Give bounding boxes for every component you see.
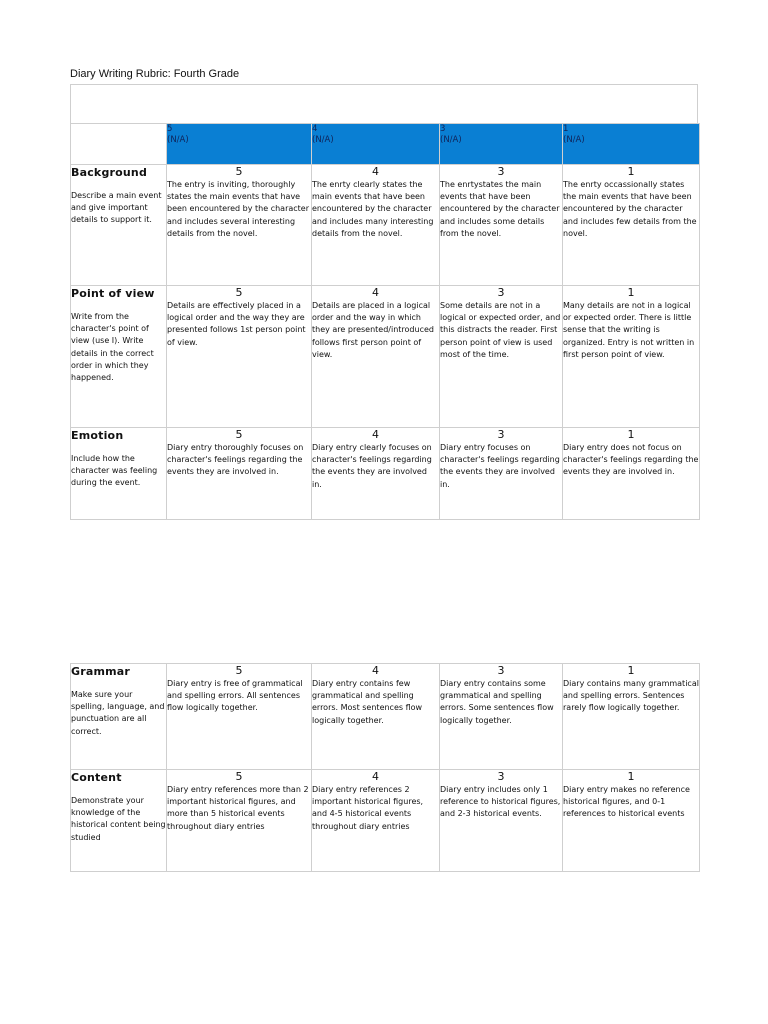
score-description: The enrtystates the main events that have been encountered by the character and includes some details from the novel.: [440, 180, 560, 238]
score-description: The entry is inviting, thoroughly states the main events that have been encountered by the character and includes several interesting details from the novel.: [167, 180, 310, 238]
score-number: 1: [627, 428, 635, 441]
criterion-cell: [71, 165, 167, 286]
score-cell: [167, 664, 312, 770]
score-description: Diary entry references more than 2 important historical figures, and more than 5 historical events throughout diary entries: [167, 785, 309, 831]
score-cell: [563, 286, 700, 428]
criterion-cell: [71, 664, 167, 770]
score-description: Diary entry clearly focuses on character's feelings regarding the events they are involved in.: [312, 443, 432, 489]
score-description: Diary entry thoroughly focuses on character's feelings regarding the events they are involved in.: [167, 443, 304, 477]
criterion-cell: [71, 770, 167, 872]
score-number: 4: [372, 286, 379, 299]
header-score-label: 1: [563, 124, 569, 134]
score-number: 1: [627, 165, 635, 178]
score-cell: [167, 770, 312, 872]
header-note-label: (N/A): [563, 135, 585, 145]
score-description: The enrty occassionally states the main events that have been encountered by the character and includes few details from the novel.: [563, 180, 697, 238]
header-score-3: [440, 124, 563, 165]
header-score-label: 5: [167, 124, 173, 134]
score-description: Details are placed in a logical order and the way in which they are presented/introduced follows first person point of view.: [312, 301, 434, 359]
rubric-row-grammar: [71, 664, 700, 770]
score-number: 5: [235, 286, 243, 299]
score-description: Diary entry references 2 important historical figures, and 4-5 historical events throughout diary entries: [312, 785, 424, 831]
header-score-4: [312, 124, 440, 165]
score-cell: [563, 165, 700, 286]
criterion-description: Make sure your spelling, language, and punctuation are all correct.: [71, 690, 165, 736]
header-note-label: (N/A): [167, 135, 189, 145]
score-number: 3: [497, 770, 505, 783]
document-title: Diary Writing Rubric: Fourth Grade: [70, 68, 240, 80]
header-score-1: [563, 124, 700, 165]
score-number: 1: [627, 664, 635, 677]
score-number: 5: [235, 664, 243, 677]
criterion-description: Write from the character's point of view (use I). Write details in the correct order in which they happened.: [71, 312, 154, 383]
criterion-cell: [71, 428, 167, 520]
score-description: Diary entry makes no reference historical figures, and 0-1 references to historical events: [563, 785, 690, 819]
score-number: 1: [627, 286, 635, 299]
score-cell: [312, 428, 440, 520]
score-number: 4: [372, 664, 379, 677]
score-cell: [440, 664, 563, 770]
criterion-title: Point of view: [71, 287, 155, 300]
score-number: 5: [235, 165, 243, 178]
score-cell: [167, 165, 312, 286]
score-description: Diary entry focuses on character's feelings regarding the events they are involved in.: [440, 443, 560, 489]
criterion-title: Grammar: [71, 665, 131, 678]
score-description: Diary entry contains few grammatical and spelling errors. Most sentences flow logically together.: [312, 679, 423, 725]
header-note-label: (N/A): [312, 135, 334, 145]
header-score-5: [167, 124, 312, 165]
score-number: 5: [235, 770, 243, 783]
score-description: Diary entry contains some grammatical and spelling errors. Some sentences flow logically together.: [440, 679, 554, 725]
score-description: Many details are not in a logical or expected order. There is little sense that the writing is organized. Entry is not written in first person point of view.: [563, 301, 695, 359]
header-corner-cell: [71, 124, 167, 165]
score-cell: [440, 286, 563, 428]
blank-header-box: [70, 84, 698, 123]
score-number: 3: [497, 165, 505, 178]
rubric-row-background: [71, 165, 700, 286]
score-description: Diary entry includes only 1 reference to historical figures, and 2-3 historical events.: [440, 785, 561, 819]
rubric-table-bottom: [70, 663, 700, 872]
criterion-description: Demonstrate your knowledge of the historical content being studied: [71, 796, 166, 842]
score-cell: [312, 664, 440, 770]
rubric-row-point-of-view: [71, 286, 700, 428]
score-number: 3: [497, 428, 505, 441]
header-score-label: 3: [440, 124, 446, 134]
score-description: Some details are not in a logical or expected order, and this distracts the reader. First person point of view is used most of the time.: [440, 301, 561, 359]
score-cell: [167, 428, 312, 520]
header-note-label: (N/A): [440, 135, 462, 145]
header-score-label: 4: [312, 124, 318, 134]
rubric-row-content: [71, 770, 700, 872]
criterion-title: Emotion: [71, 429, 124, 442]
criterion-title: Background: [71, 166, 148, 179]
score-number: 5: [235, 428, 243, 441]
score-description: The enrty clearly states the main events that have been encountered by the character and includes many interesting details from the novel.: [312, 180, 434, 238]
score-cell: [440, 428, 563, 520]
criterion-description: Describe a main event and give important details to support it.: [71, 191, 162, 225]
score-description: Diary contains many grammatical and spelling errors. Sentences rarely flow logically together.: [563, 679, 699, 713]
rubric-table-top: [70, 123, 700, 520]
score-description: Diary entry is free of grammatical and spelling errors. All sentences flow logically together.: [167, 679, 303, 713]
score-cell: [312, 286, 440, 428]
score-cell: [312, 165, 440, 286]
score-number: 4: [372, 165, 379, 178]
score-number: 4: [372, 770, 379, 783]
score-number: 3: [497, 286, 505, 299]
rubric-row-emotion: [71, 428, 700, 520]
score-cell: [440, 770, 563, 872]
score-cell: [312, 770, 440, 872]
score-cell: [440, 165, 563, 286]
criterion-description: Include how the character was feeling during the event.: [71, 454, 158, 488]
criterion-title: Content: [71, 771, 122, 784]
score-cell: [563, 664, 700, 770]
score-cell: [563, 428, 700, 520]
criterion-cell: [71, 286, 167, 428]
score-cell: [167, 286, 312, 428]
score-description: Details are effectively placed in a logical order and the way they are presented follows 1st person point of view.: [167, 301, 306, 347]
score-header-row: [71, 124, 700, 165]
score-description: Diary entry does not focus on character's feelings regarding the events they are involved in.: [563, 443, 699, 477]
score-number: 3: [497, 664, 505, 677]
score-number: 4: [372, 428, 379, 441]
score-number: 1: [627, 770, 635, 783]
score-cell: [563, 770, 700, 872]
